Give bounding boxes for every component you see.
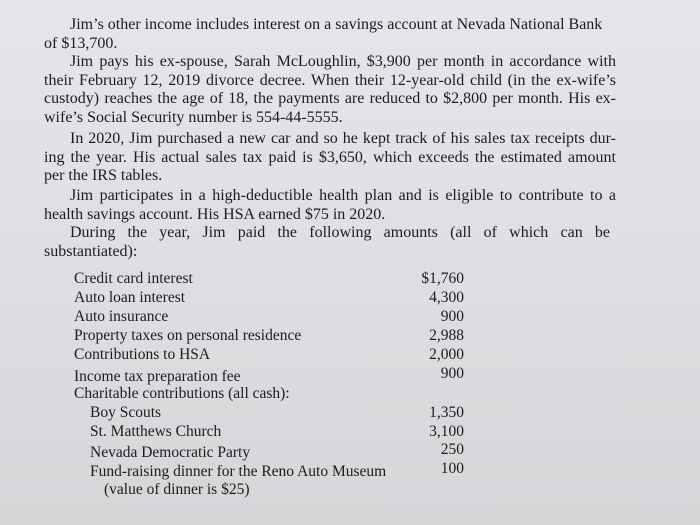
expense-amount: 250 xyxy=(440,441,464,458)
list-item xyxy=(74,404,464,423)
expense-amount: 2,000 xyxy=(429,346,464,363)
expense-label: Auto loan interest xyxy=(74,289,186,306)
expense-label: Nevada Democratic Party xyxy=(90,444,251,461)
expense-label: Boy Scouts xyxy=(90,404,162,421)
list-item xyxy=(74,365,464,384)
expense-amount: 1,350 xyxy=(429,404,464,421)
list-item xyxy=(74,481,464,500)
list-item xyxy=(74,346,464,365)
expense-amount: 4,300 xyxy=(429,289,464,306)
paragraph-line: wife’s Social Security number is 554-44-5555. xyxy=(44,109,343,127)
paragraph-line: Jim participates in a high-deductible health plan and is eligible to contribute to a xyxy=(70,187,616,204)
expense-amount: 3,100 xyxy=(429,423,464,440)
paragraph-payments-intro xyxy=(44,224,610,261)
expense-amount: 900 xyxy=(440,365,464,382)
paragraph-other-income xyxy=(44,16,616,53)
list-item xyxy=(74,308,464,327)
expense-amount: 100 xyxy=(440,460,464,477)
expense-amount: 900 xyxy=(440,308,464,325)
list-item xyxy=(74,289,464,308)
expense-amount: $1,760 xyxy=(421,270,464,287)
expense-label: Property taxes on personal residence xyxy=(74,327,302,344)
expense-label: St. Matthews Church xyxy=(90,423,222,440)
paragraph-line: Jim’s other income includes interest on a savings account at Nevada National Bank xyxy=(70,16,603,33)
list-item xyxy=(74,460,464,479)
expense-label: Income tax preparation fee xyxy=(74,368,241,385)
paragraph-hsa xyxy=(44,187,616,224)
paragraph-line: ing the year. His actual sales tax paid is $3,650, which exceeds the estimated amount xyxy=(44,148,616,166)
list-item xyxy=(74,385,464,404)
list-item xyxy=(74,327,464,346)
paragraph-line: of $13,700. xyxy=(44,34,118,52)
expense-label: Fund-raising dinner for the Reno Auto Museum xyxy=(90,463,387,480)
paragraph-sales-tax xyxy=(44,130,616,186)
paragraph-alimony xyxy=(44,53,616,128)
paragraph-line: custody) reaches the age of 18, the payments are reduced to $2,800 per month. His ex- xyxy=(44,90,616,108)
paragraph-line: In 2020, Jim purchased a new car and so he kept track of his sales tax receipts dur- xyxy=(70,130,616,147)
expense-label: Charitable contributions (all cash): xyxy=(74,385,290,402)
list-item xyxy=(74,441,464,460)
list-item xyxy=(74,270,464,289)
paragraph-line: per the IRS tables. xyxy=(44,167,163,185)
paragraph-line: substantiated): xyxy=(44,242,138,260)
expense-label: Credit card interest xyxy=(74,270,193,287)
expense-label: Contributions to HSA xyxy=(74,346,211,363)
paragraph-line: their February 12, 2019 divorce decree. When their 12-year-old child (in the ex-wife’s xyxy=(44,71,616,89)
paragraph-line: During the year, Jim paid the following amounts (all of which can be xyxy=(70,224,610,241)
expense-label: (value of dinner is $25) xyxy=(104,481,250,498)
expense-label: Auto insurance xyxy=(74,308,169,325)
paragraph-line: health savings account. His HSA earned $75 in 2020. xyxy=(44,205,386,223)
paragraph-line: Jim pays his ex-spouse, Sarah McLoughlin, $3,900 per month in accordance with xyxy=(70,53,616,70)
expense-amount: 2,988 xyxy=(429,327,464,344)
list-item xyxy=(74,423,464,442)
